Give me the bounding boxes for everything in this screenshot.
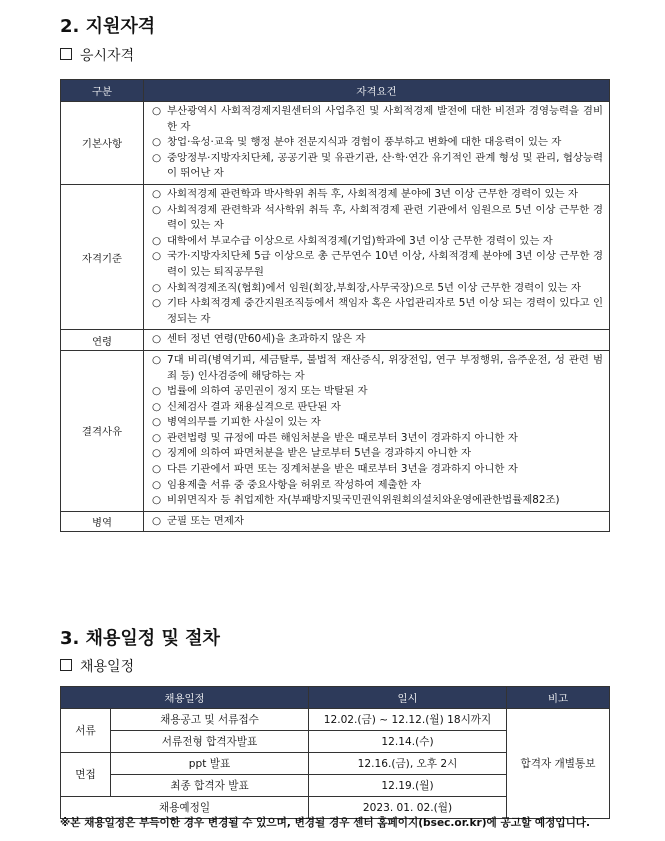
- schedule-step-final: 채용예정일: [61, 797, 309, 819]
- requirement-item: [152, 281, 603, 297]
- circle-bullet-icon: ○: [152, 447, 162, 460]
- requirement-item: [152, 462, 603, 478]
- schedule-table: [60, 686, 610, 819]
- circle-bullet-icon: ○: [152, 400, 162, 413]
- circle-bullet-icon: ○: [152, 187, 162, 200]
- qualification-row: [61, 330, 610, 351]
- circle-bullet-icon: ○: [152, 416, 162, 429]
- section-2-title: 2. 지원자격: [60, 16, 156, 37]
- row-requirements: [144, 511, 610, 532]
- schedule-step: 채용공고 및 서류접수: [111, 709, 309, 731]
- schedule-date: 12.02.(금) ~ 12.12.(월) 18시까지: [309, 709, 507, 731]
- requirement-text: 부산광역시 사회적경제지원센터의 사업추진 및 사회적경제 발전에 대한 비전과 경영능력을 겸비한 자: [167, 105, 603, 133]
- requirement-text: 사회적경제 관련학과 박사학위 취득 후, 사회적경제 분야에 3년 이상 근무한 경력이 있는 자: [167, 187, 578, 200]
- requirement-text: 7대 비리(병역기피, 세금탈루, 불법적 재산증식, 위장전입, 연구 부정행위, 음주운전, 성 관련 범죄 등) 인사검증에 해당하는 자: [167, 353, 603, 382]
- circle-bullet-icon: ○: [152, 494, 162, 507]
- requirement-text: 임용제출 서류 중 중요사항을 허위로 작성하여 제출한 자: [167, 478, 421, 491]
- qualification-table: [60, 79, 610, 532]
- subtitle-text: 응시자격: [80, 48, 135, 64]
- requirement-item: [152, 203, 603, 234]
- requirement-item: [152, 415, 603, 431]
- schedule-note: 합격자 개별통보: [507, 709, 610, 819]
- requirement-item: [152, 431, 603, 447]
- schedule-step: 최종 합격자 발표: [111, 775, 309, 797]
- section-3-subtitle: [60, 656, 134, 676]
- circle-bullet-icon: ○: [152, 514, 162, 527]
- schedule-step: 서류전형 합격자발표: [111, 731, 309, 753]
- circle-bullet-icon: ○: [152, 136, 162, 149]
- requirement-item: [152, 384, 603, 400]
- circle-bullet-icon: ○: [152, 333, 162, 346]
- requirement-text: 병역의무를 기피한 사실이 있는 자: [167, 416, 321, 429]
- requirement-text: 징계에 의하여 파면처분을 받은 날로부터 5년을 경과하지 아니한 자: [167, 447, 472, 460]
- requirement-text: 기타 사회적경제 중간지원조직등에서 책임자 혹은 사업관리자로 5년 이상 되는 경력이 있다고 인정되는 자: [167, 297, 603, 325]
- row-category: 기본사항: [61, 102, 144, 185]
- requirement-text: 사회적경제 관련학과 석사학위 취득 후, 사회적경제 관련 기관에서 임원으로 5년 이상 근무한 경력이 있는 자: [167, 203, 603, 232]
- section-3-title: 3. 채용일정 및 절차: [60, 628, 220, 649]
- qualification-row: [61, 102, 610, 185]
- group-label-interview: 면접: [61, 753, 111, 797]
- requirement-item: [152, 135, 603, 151]
- requirement-text: 법률에 의하여 공민권이 정지 또는 박탈된 자: [167, 385, 368, 398]
- requirement-text: 센터 정년 연령(만60세)을 초과하지 않은 자: [167, 333, 366, 346]
- schedule-date: 12.19.(월): [309, 775, 507, 797]
- circle-bullet-icon: ○: [152, 203, 162, 216]
- requirement-item: [152, 353, 603, 384]
- requirement-item: [152, 478, 603, 494]
- row-requirements: [144, 350, 610, 511]
- requirement-text: 신체검사 결과 채용실격으로 판단된 자: [167, 400, 341, 413]
- requirement-text: 관련법령 및 규정에 따른 해임처분을 받은 때로부터 3년이 경과하지 아니한 자: [167, 431, 518, 444]
- row-requirements: [144, 184, 610, 329]
- circle-bullet-icon: ○: [152, 234, 162, 247]
- requirement-item: [152, 493, 603, 509]
- qualification-row: [61, 511, 610, 532]
- header-category: 구분: [61, 80, 144, 102]
- requirement-item: [152, 249, 603, 280]
- requirement-text: 사회적경제조직(협회)에서 임원(회장,부회장,사무국장)으로 5년 이상 근무한 경력이 있는 자: [167, 281, 581, 294]
- circle-bullet-icon: ○: [152, 151, 162, 164]
- requirement-text: 중앙정부·지방자치단체, 공공기관 및 유관기관, 산·학·연간 유기적인 관계 형성 및 관리, 협상능력이 뛰어난 자: [167, 151, 603, 180]
- group-label-documents: 서류: [61, 709, 111, 753]
- circle-bullet-icon: ○: [152, 353, 162, 366]
- schedule-date: 12.14.(수): [309, 731, 507, 753]
- requirement-item: [152, 151, 603, 182]
- schedule-date-final: 2023. 01. 02.(월): [309, 797, 507, 819]
- requirement-text: 창업·육성·교육 및 행정 분야 전문지식과 경험이 풍부하고 변화에 대한 대응력이 있는 자: [167, 136, 562, 149]
- circle-bullet-icon: ○: [152, 463, 162, 476]
- row-requirements: [144, 102, 610, 185]
- requirement-item: [152, 187, 603, 203]
- square-bullet-icon: [60, 659, 72, 671]
- circle-bullet-icon: ○: [152, 385, 162, 398]
- requirement-item: [152, 296, 603, 327]
- row-requirements: [144, 330, 610, 351]
- row-category: 연령: [61, 330, 144, 351]
- requirement-item: [152, 514, 603, 530]
- circle-bullet-icon: ○: [152, 281, 162, 294]
- circle-bullet-icon: ○: [152, 250, 162, 263]
- requirement-text: 다른 기관에서 파면 또는 징계처분을 받은 때로부터 3년을 경과하지 아니한 자: [167, 463, 518, 476]
- square-bullet-icon: [60, 48, 72, 60]
- qualification-row: [61, 350, 610, 511]
- section-2-subtitle: [60, 45, 134, 65]
- requirement-item: [152, 104, 603, 135]
- header-remarks: 비고: [507, 687, 610, 709]
- subtitle-text: 채용일정: [80, 659, 135, 675]
- circle-bullet-icon: ○: [152, 431, 162, 444]
- requirement-text: 대학에서 부교수급 이상으로 사회적경제(기업)학과에 3년 이상 근무한 경력이 있는 자: [167, 234, 553, 247]
- circle-bullet-icon: ○: [152, 297, 162, 310]
- schedule-date: 12.16.(금), 오후 2시: [309, 753, 507, 775]
- row-category: 병역: [61, 511, 144, 532]
- requirement-text: 국가·지방자치단체 5급 이상으로 총 근무연수 10년 이상, 사회적경제 분야에 3년 이상 근무한 경력이 있는 퇴직공무원: [167, 250, 603, 278]
- requirement-text: 비위면직자 등 취업제한 자(부패방지및국민권익위원회의설치와운영에관한법률제82조): [167, 494, 560, 507]
- footnote: ※본 채용일정은 부득이한 경우 변경될 수 있으며, 변경될 경우 센터 홈페이지(bsec.or.kr)에 공고할 예정입니다.: [60, 817, 591, 829]
- schedule-step: ppt 발표: [111, 753, 309, 775]
- qualification-row: [61, 184, 610, 329]
- requirement-text: 군필 또는 면제자: [167, 514, 244, 527]
- qualification-rows: [61, 102, 610, 532]
- row-category: 결격사유: [61, 350, 144, 511]
- header-datetime: 일시: [309, 687, 507, 709]
- header-requirements: 자격요건: [144, 80, 610, 102]
- requirement-item: [152, 446, 603, 462]
- circle-bullet-icon: ○: [152, 478, 162, 491]
- requirement-item: [152, 332, 603, 348]
- requirement-item: [152, 400, 603, 416]
- requirement-item: [152, 234, 603, 250]
- circle-bullet-icon: ○: [152, 105, 162, 117]
- row-category: 자격기준: [61, 184, 144, 329]
- header-schedule: 채용일정: [61, 687, 309, 709]
